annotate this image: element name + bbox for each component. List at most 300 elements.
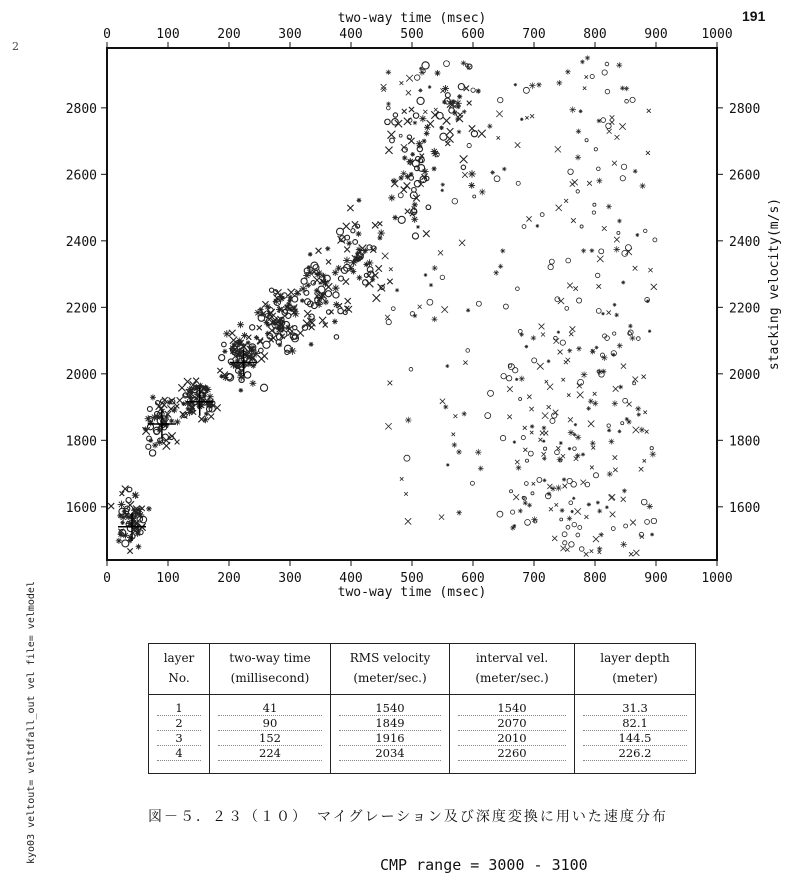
semblance-point xyxy=(375,265,381,271)
semblance-point xyxy=(356,231,362,237)
semblance-point xyxy=(501,373,506,378)
table-cell: 226.2 xyxy=(583,746,687,761)
semblance-point xyxy=(457,94,462,99)
semblance-point xyxy=(575,154,581,160)
semblance-point xyxy=(467,143,471,147)
table-cell: 4 xyxy=(157,746,201,761)
table-cell: 31.3 xyxy=(583,701,687,716)
semblance-point xyxy=(653,238,657,242)
semblance-point xyxy=(401,187,407,193)
semblance-point xyxy=(175,440,180,445)
x-tick-label-bottom: 600 xyxy=(461,571,485,586)
y-tick-label-left: 1600 xyxy=(65,500,97,516)
semblance-point xyxy=(555,450,560,455)
semblance-point xyxy=(222,374,229,381)
semblance-point xyxy=(637,412,641,416)
semblance-point xyxy=(596,178,602,184)
semblance-point xyxy=(515,142,521,148)
semblance-point xyxy=(645,430,649,434)
semblance-point xyxy=(346,241,352,247)
table-cell: 1 xyxy=(157,701,201,716)
semblance-point xyxy=(585,55,590,60)
semblance-point xyxy=(237,370,244,377)
semblance-point xyxy=(306,269,314,277)
semblance-point xyxy=(625,99,629,103)
semblance-point xyxy=(607,471,613,477)
semblance-point xyxy=(146,506,152,512)
semblance-point xyxy=(343,223,350,230)
semblance-point xyxy=(525,116,528,119)
semblance-point xyxy=(440,88,445,93)
semblance-point xyxy=(386,319,391,324)
semblance-point xyxy=(608,495,614,501)
semblance-point xyxy=(413,121,417,125)
column-layer-depth xyxy=(575,695,695,761)
semblance-point xyxy=(406,158,414,166)
semblance-point xyxy=(564,199,568,203)
table-cell: 1540 xyxy=(339,701,441,716)
semblance-point xyxy=(252,350,260,358)
y-tick-label-left: 2600 xyxy=(65,168,97,184)
semblance-point xyxy=(402,155,407,160)
semblance-point xyxy=(402,109,407,114)
semblance-point xyxy=(642,375,646,379)
semblance-point xyxy=(385,423,391,429)
semblance-point xyxy=(606,123,611,128)
semblance-point xyxy=(259,348,264,353)
semblance-point xyxy=(592,211,595,214)
semblance-point xyxy=(237,321,244,328)
semblance-point xyxy=(570,510,573,513)
semblance-point xyxy=(516,181,520,185)
semblance-point xyxy=(392,215,398,221)
semblance-point xyxy=(522,225,526,229)
semblance-point xyxy=(556,80,562,86)
semblance-point xyxy=(627,402,632,407)
semblance-point xyxy=(531,335,537,341)
semblance-point xyxy=(498,264,503,269)
semblance-point xyxy=(579,109,583,113)
semblance-point xyxy=(597,119,602,124)
semblance-point xyxy=(539,438,543,442)
semblance-point xyxy=(613,455,618,460)
semblance-point xyxy=(150,394,156,400)
semblance-point xyxy=(439,126,444,131)
semblance-point xyxy=(596,284,601,289)
semblance-point xyxy=(633,427,640,434)
semblance-point xyxy=(333,301,340,308)
semblance-point xyxy=(615,135,620,140)
semblance-point xyxy=(515,460,519,464)
semblance-point xyxy=(620,176,625,181)
semblance-point xyxy=(244,372,251,379)
semblance-point xyxy=(149,450,155,456)
semblance-point xyxy=(468,170,476,178)
semblance-point xyxy=(621,280,625,284)
semblance-point xyxy=(624,86,629,91)
semblance-point xyxy=(596,309,601,314)
semblance-point xyxy=(388,381,393,386)
table-header-cell xyxy=(331,644,450,695)
semblance-point xyxy=(585,139,588,142)
semblance-point xyxy=(120,520,124,524)
semblance-point xyxy=(116,538,122,544)
semblance-point xyxy=(412,233,418,239)
corner-mark: 2 xyxy=(12,40,19,53)
semblance-point xyxy=(619,123,625,129)
semblance-point xyxy=(557,330,560,333)
semblance-point xyxy=(467,101,472,106)
semblance-point xyxy=(238,388,243,393)
header-line2: (meter/sec.) xyxy=(353,671,427,685)
semblance-point xyxy=(338,236,346,244)
semblance-point xyxy=(414,180,421,187)
semblance-point xyxy=(623,398,628,403)
semblance-point xyxy=(596,501,600,505)
figure-caption: 図－５．２３（１０） マイグレーション及び深度変換に用いた速度分布 xyxy=(148,809,668,825)
semblance-point xyxy=(560,546,565,551)
semblance-point xyxy=(644,229,647,232)
semblance-point xyxy=(593,473,598,478)
semblance-point xyxy=(543,431,548,436)
semblance-point xyxy=(286,313,291,318)
semblance-point xyxy=(564,360,568,364)
semblance-point xyxy=(621,364,626,369)
semblance-point xyxy=(525,345,529,349)
x-tick-label-bottom: 400 xyxy=(339,571,363,586)
semblance-point xyxy=(579,547,584,552)
semblance-point xyxy=(525,459,528,462)
semblance-point xyxy=(620,86,625,91)
semblance-point xyxy=(416,225,420,229)
semblance-point xyxy=(628,324,633,329)
semblance-point xyxy=(466,349,470,353)
semblance-point xyxy=(630,520,636,526)
semblance-point xyxy=(576,129,581,134)
semblance-point xyxy=(608,439,614,445)
table-header-cell xyxy=(210,644,331,695)
semblance-point xyxy=(513,368,518,373)
semblance-point xyxy=(443,404,448,409)
semblance-point xyxy=(343,311,347,315)
semblance-point xyxy=(513,440,516,443)
semblance-point xyxy=(555,503,559,507)
semblance-point xyxy=(445,93,450,98)
semblance-point xyxy=(507,414,512,419)
semblance-point xyxy=(529,407,533,411)
semblance-point xyxy=(434,108,438,112)
semblance-point xyxy=(599,532,604,537)
semblance-point xyxy=(119,514,126,521)
semblance-point xyxy=(258,355,265,362)
semblance-point xyxy=(523,426,527,430)
velocity-table-header xyxy=(149,644,696,695)
semblance-point xyxy=(391,307,395,311)
semblance-point xyxy=(469,125,475,131)
semblance-point xyxy=(547,384,553,390)
y-tick-label-left: 2400 xyxy=(65,234,97,250)
semblance-point xyxy=(399,134,402,137)
semblance-point xyxy=(542,456,547,461)
semblance-point xyxy=(471,88,475,92)
semblance-point xyxy=(574,508,581,515)
semblance-point xyxy=(651,284,657,290)
semblance-point xyxy=(510,510,514,514)
semblance-point xyxy=(515,378,518,381)
semblance-point xyxy=(575,434,581,440)
semblance-point xyxy=(562,477,566,481)
x-tick-label-bottom: 500 xyxy=(400,571,424,586)
semblance-point xyxy=(463,360,467,364)
semblance-point xyxy=(580,225,583,228)
semblance-point xyxy=(401,170,407,176)
semblance-point xyxy=(228,359,233,364)
semblance-point xyxy=(570,326,576,332)
y-tick-label-right: 2200 xyxy=(729,301,761,317)
semblance-point xyxy=(516,465,522,471)
semblance-point xyxy=(595,273,599,277)
semblance-point xyxy=(282,293,287,298)
semblance-point xyxy=(404,492,408,496)
semblance-point xyxy=(426,205,431,210)
semblance-point xyxy=(288,347,296,355)
x-tick-label-top: 900 xyxy=(644,27,668,42)
semblance-point xyxy=(606,204,612,210)
semblance-point xyxy=(208,413,214,419)
semblance-point xyxy=(332,284,339,291)
semblance-point xyxy=(650,451,657,458)
semblance-point xyxy=(413,314,418,319)
semblance-point xyxy=(629,335,635,341)
semblance-point xyxy=(611,527,615,531)
y-tick-label-right: 2400 xyxy=(729,234,761,250)
semblance-point xyxy=(424,131,430,137)
table-cell: 1540 xyxy=(458,701,566,716)
semblance-point xyxy=(490,170,495,175)
velocity-table-body xyxy=(149,695,696,774)
semblance-point xyxy=(525,520,531,526)
semblance-point xyxy=(560,518,563,521)
table-cell: 2 xyxy=(157,716,201,731)
semblance-point xyxy=(171,407,178,414)
semblance-point xyxy=(405,518,411,524)
semblance-point xyxy=(542,440,545,443)
semblance-point xyxy=(552,536,557,541)
semblance-point xyxy=(605,89,610,94)
plot-frame xyxy=(107,48,717,560)
semblance-point xyxy=(595,346,599,350)
semblance-point xyxy=(382,253,389,260)
semblance-point xyxy=(541,333,545,337)
semblance-point xyxy=(435,70,441,76)
semblance-point xyxy=(427,299,433,305)
semblance-point xyxy=(318,286,325,293)
semblance-point xyxy=(462,411,467,416)
semblance-point xyxy=(613,468,617,472)
semblance-point xyxy=(646,151,650,155)
semblance-point xyxy=(550,418,555,423)
semblance-point xyxy=(377,235,382,240)
semblance-point xyxy=(268,327,276,335)
semblance-point xyxy=(541,452,545,456)
semblance-point xyxy=(554,336,558,340)
semblance-point xyxy=(639,467,644,472)
semblance-point xyxy=(269,288,273,292)
semblance-point xyxy=(140,516,147,523)
semblance-point xyxy=(473,195,476,198)
semblance-point xyxy=(400,477,404,481)
semblance-point xyxy=(593,392,597,396)
table-header-cell xyxy=(450,644,575,695)
semblance-point xyxy=(605,62,609,66)
semblance-point xyxy=(452,198,458,204)
semblance-point xyxy=(316,248,322,254)
table-cell: 144.5 xyxy=(583,731,687,746)
semblance-point xyxy=(635,233,639,237)
semblance-point xyxy=(543,447,546,450)
semblance-point xyxy=(405,417,412,424)
semblance-point xyxy=(301,278,307,284)
semblance-point xyxy=(565,306,569,310)
semblance-point xyxy=(530,431,533,434)
x-tick-label-top: 700 xyxy=(522,27,546,42)
header-line2: (millisecond) xyxy=(230,671,310,685)
semblance-point xyxy=(406,75,413,82)
semblance-point xyxy=(650,532,654,536)
semblance-point xyxy=(387,279,392,284)
semblance-point xyxy=(528,451,533,456)
semblance-point xyxy=(381,87,385,91)
semblance-point xyxy=(217,368,222,373)
column-interval-velocity xyxy=(450,695,574,761)
semblance-point xyxy=(459,240,465,246)
semblance-point xyxy=(436,112,443,119)
semblance-point xyxy=(569,501,573,505)
semblance-point xyxy=(344,247,350,253)
semblance-point xyxy=(462,109,467,114)
semblance-point xyxy=(529,82,536,89)
semblance-point xyxy=(547,484,552,489)
y-tick-label-left: 2000 xyxy=(65,367,97,383)
semblance-point xyxy=(599,372,605,378)
semblance-point xyxy=(250,325,255,330)
semblance-point xyxy=(590,349,596,355)
semblance-point xyxy=(409,107,414,112)
semblance-point xyxy=(588,398,594,404)
semblance-point xyxy=(597,509,602,514)
semblance-point xyxy=(536,224,540,228)
semblance-point xyxy=(548,264,553,269)
semblance-point xyxy=(621,422,624,425)
semblance-point xyxy=(607,310,611,314)
semblance-point xyxy=(573,286,577,290)
semblance-point xyxy=(601,118,606,123)
semblance-point xyxy=(572,497,575,500)
semblance-point xyxy=(163,442,171,450)
semblance-point xyxy=(576,346,582,352)
semblance-point xyxy=(599,249,604,254)
semblance-point xyxy=(494,176,500,182)
semblance-point xyxy=(593,536,599,542)
semblance-point xyxy=(297,330,304,337)
semblance-point xyxy=(304,310,311,317)
semblance-point xyxy=(545,380,548,383)
semblance-point xyxy=(526,216,531,221)
semblance-point xyxy=(560,340,565,345)
semblance-point xyxy=(553,338,559,344)
semblance-point xyxy=(519,376,525,382)
semblance-point xyxy=(206,393,213,400)
semblance-point xyxy=(147,407,152,412)
semblance-point xyxy=(309,342,314,347)
semblance-point xyxy=(456,510,462,516)
semblance-point xyxy=(607,129,612,134)
semblance-point xyxy=(386,70,391,75)
table-cell: 3 xyxy=(157,731,201,746)
semblance-point xyxy=(398,216,405,223)
semblance-point xyxy=(118,501,126,509)
header-line1: layer xyxy=(163,651,195,665)
semblance-point xyxy=(440,133,447,140)
table-cell: 224 xyxy=(218,746,322,761)
semblance-point xyxy=(641,499,647,505)
semblance-point xyxy=(353,240,358,245)
semblance-point xyxy=(476,88,481,93)
semblance-point xyxy=(543,478,547,482)
semblance-point xyxy=(404,455,410,461)
chart-marks xyxy=(108,55,657,556)
semblance-point xyxy=(422,139,427,144)
semblance-point xyxy=(584,515,588,519)
semblance-point xyxy=(580,59,585,64)
y-tick-label-right: 2000 xyxy=(729,367,761,383)
semblance-point xyxy=(514,83,517,86)
semblance-point xyxy=(478,466,484,472)
x-axis-title-top: two-way time (msec) xyxy=(337,11,487,26)
semblance-point xyxy=(356,275,362,281)
semblance-point xyxy=(246,340,251,345)
semblance-point xyxy=(613,246,620,253)
semblance-point xyxy=(386,101,391,106)
semblance-point xyxy=(594,148,597,151)
semblance-point xyxy=(530,424,534,428)
semblance-point xyxy=(440,189,443,192)
semblance-point xyxy=(462,172,468,178)
semblance-point xyxy=(545,493,551,499)
semblance-point xyxy=(617,343,623,349)
y-tick-label-right: 1600 xyxy=(729,500,761,516)
semblance-point xyxy=(386,106,390,110)
semblance-point xyxy=(393,113,397,117)
semblance-point xyxy=(149,438,154,443)
semblance-point xyxy=(568,169,573,174)
table-header-cell xyxy=(575,644,696,695)
semblance-point xyxy=(590,440,596,446)
semblance-point xyxy=(587,502,591,506)
semblance-point xyxy=(422,62,429,69)
semblance-point xyxy=(614,237,620,243)
semblance-point xyxy=(510,490,513,493)
semblance-point xyxy=(559,441,563,445)
table-header-cell xyxy=(149,644,210,695)
semblance-point xyxy=(388,194,395,201)
semblance-point xyxy=(308,252,313,257)
semblance-point xyxy=(391,178,397,184)
semblance-point xyxy=(432,265,438,271)
semblance-point xyxy=(549,259,554,264)
semblance-point xyxy=(177,397,183,403)
semblance-point xyxy=(601,312,604,315)
